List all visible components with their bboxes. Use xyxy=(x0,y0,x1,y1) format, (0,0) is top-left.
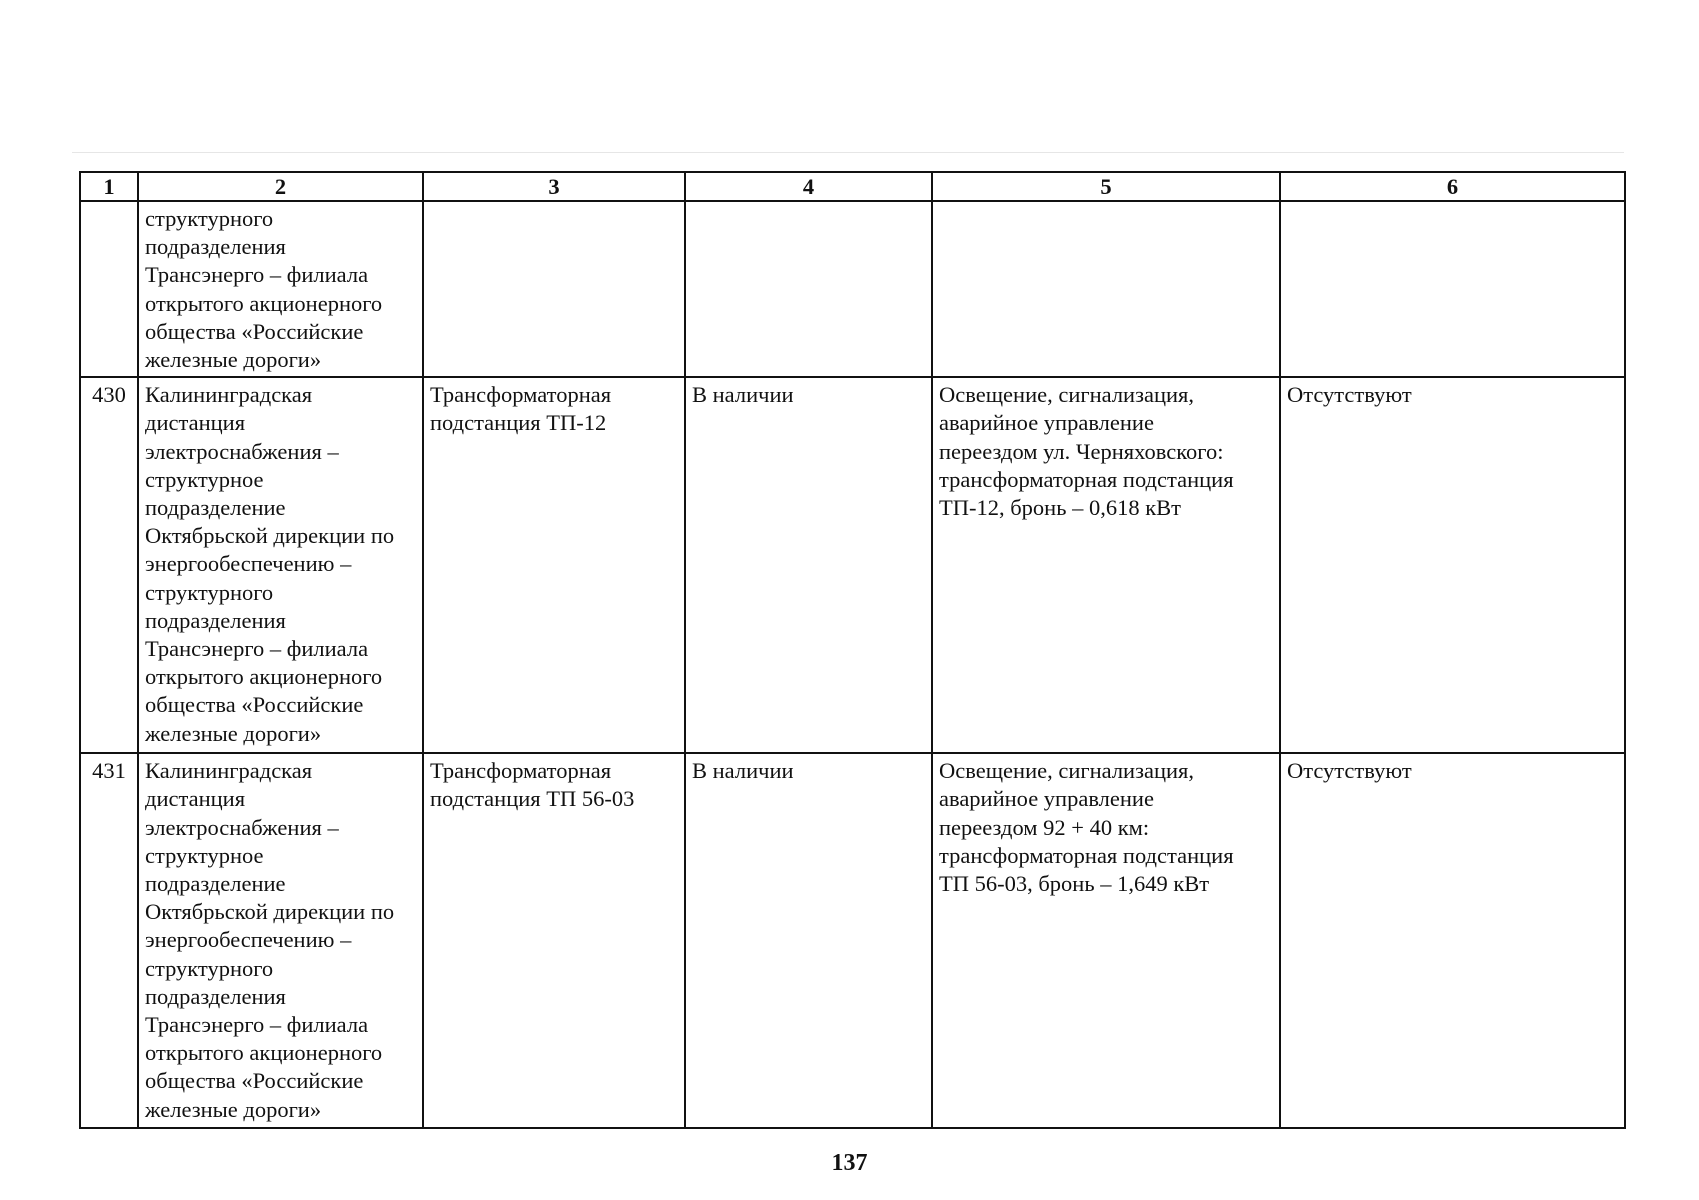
continuation-cell-4 xyxy=(685,201,932,377)
text-line: структурного xyxy=(145,206,274,231)
consumers-cell xyxy=(932,753,1280,1128)
page-number: 137 xyxy=(831,1150,868,1176)
header-cell-6: 6 xyxy=(1280,172,1625,201)
table-row xyxy=(80,753,1625,1128)
continuation-cell-6 xyxy=(1280,201,1625,377)
text-line: подразделение xyxy=(145,495,286,521)
note-cell: Отсутствуют xyxy=(1280,377,1625,753)
text-line: железные дороги» xyxy=(145,720,322,746)
text-line: Трансэнерго – филиала xyxy=(145,262,369,288)
document-table xyxy=(79,171,1626,1129)
text-line: открытого акционерного xyxy=(145,664,383,690)
text-line: Калининградская xyxy=(145,758,313,784)
scan-edge-line xyxy=(72,152,1624,153)
text-line: трансформаторная подстанция xyxy=(939,842,1234,868)
text-line: энергообеспечению – xyxy=(145,551,352,577)
text-line: Трансформаторная xyxy=(430,758,612,784)
text-line: подразделение xyxy=(145,871,286,897)
continuation-cell-5 xyxy=(932,201,1280,377)
text-line: переездом 92 + 40 км: xyxy=(939,814,1150,840)
note-cell: Отсутствуют xyxy=(1280,753,1625,1128)
text-line: Трансэнерго – филиала xyxy=(145,636,369,662)
text-line: Октябрьской дирекции по xyxy=(145,523,395,549)
header-row xyxy=(80,172,1625,201)
text-line: общества «Российские xyxy=(145,692,364,718)
availability-cell: В наличии xyxy=(685,377,932,753)
text-line: структурного xyxy=(145,579,274,605)
header-cell-3: 3 xyxy=(423,172,685,201)
text-line: аварийное управление xyxy=(939,410,1154,436)
text-line: Освещение, сигнализация, xyxy=(939,758,1195,784)
text-line: ТП-12, бронь – 0,618 кВт xyxy=(939,495,1182,521)
continuation-cell-3 xyxy=(423,201,685,377)
consumers-cell xyxy=(932,377,1280,753)
continuation-number-cell xyxy=(80,201,138,377)
text-line: Трансэнерго – филиала xyxy=(145,1012,369,1038)
text-line: открытого акционерного xyxy=(145,290,383,316)
object-cell xyxy=(423,753,685,1128)
text-line: общества «Российские xyxy=(145,318,364,344)
text-line: Октябрьской дирекции по xyxy=(145,899,395,925)
text-line: структурного xyxy=(145,955,274,981)
text-line: структурное xyxy=(145,842,264,868)
text-line: переездом ул. Черняховского: xyxy=(939,438,1224,464)
text-line: подразделения xyxy=(145,607,286,633)
header-cell-1: 1 xyxy=(80,172,138,201)
text-line: дистанция xyxy=(145,786,246,812)
text-line: Освещение, сигнализация, xyxy=(939,382,1195,408)
text-line: подстанция ТП 56-03 xyxy=(430,786,635,812)
object-cell xyxy=(423,377,685,753)
text-line: подстанция ТП-12 xyxy=(430,410,607,436)
text-line: энергообеспечению – xyxy=(145,927,352,953)
header-cell-4: 4 xyxy=(685,172,932,201)
owner-cell xyxy=(138,753,423,1128)
header-cell-5: 5 xyxy=(932,172,1280,201)
row-number: 431 xyxy=(80,753,138,1128)
owner-cell xyxy=(138,377,423,753)
text-line: общества «Российские xyxy=(145,1068,364,1094)
text-line: аварийное управление xyxy=(939,786,1154,812)
row-number: 430 xyxy=(80,377,138,753)
header-cell-2: 2 xyxy=(138,172,423,201)
text-line: дистанция xyxy=(145,410,246,436)
text-line: Калининградская xyxy=(145,382,313,408)
text-line: железные дороги» xyxy=(145,347,322,373)
text-line: Трансформаторная xyxy=(430,382,612,408)
continuation-row xyxy=(80,201,1625,377)
text-line: подразделения xyxy=(145,234,286,260)
availability-cell: В наличии xyxy=(685,753,932,1128)
text-line: открытого акционерного xyxy=(145,1040,383,1066)
continuation-owner-cell xyxy=(138,201,423,377)
text-line: структурное xyxy=(145,466,264,492)
text-line: электроснабжения – xyxy=(145,438,339,464)
text-line: ТП 56-03, бронь – 1,649 кВт xyxy=(939,871,1210,897)
text-line: электроснабжения – xyxy=(145,814,339,840)
text-line: трансформаторная подстанция xyxy=(939,466,1234,492)
text-line: подразделения xyxy=(145,983,286,1009)
text-line: железные дороги» xyxy=(145,1096,322,1122)
table-row xyxy=(80,377,1625,753)
